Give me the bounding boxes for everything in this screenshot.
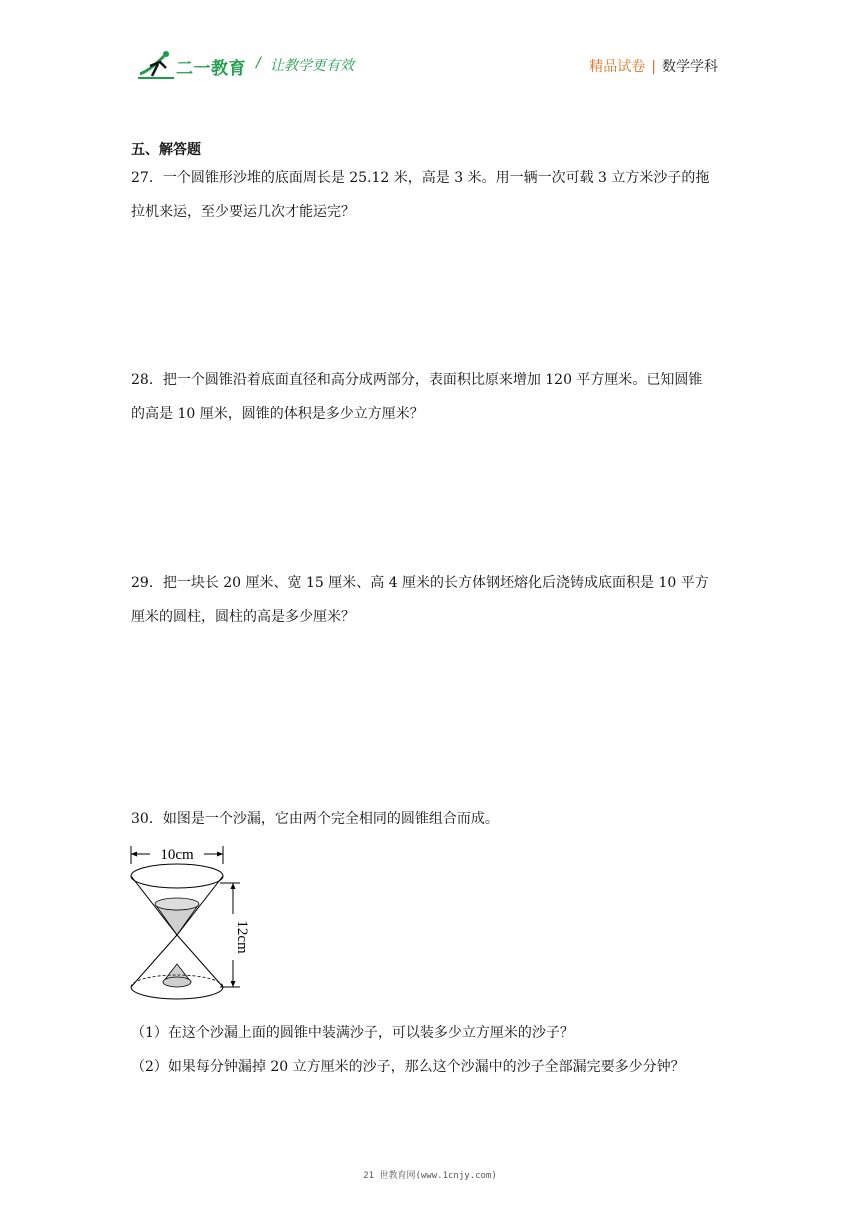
question-29-line-1: 29．把一块长 20 厘米、宽 15 厘米、高 4 厘米的长方体钢坯熔化后浇铸成底面积是 10 平方 [131,575,709,591]
page-footer: 21 世教育网(www.1cnjy.com) [363,1171,497,1181]
subquestion-2: （2）如果每分钟漏掉 20 立方厘米的沙子，那么这个沙漏中的沙子全部漏完要多少分钟？ [131,1059,685,1075]
question-28 [131,363,731,431]
question-27-line-2: 拉机来运，至少要运几次才能运完？ [131,204,355,220]
header-tag-subject: 数学学科 [662,59,718,75]
question-28-line-2: 的高是 10 厘米，圆锥的体积是多少立方厘米？ [131,406,424,422]
question-29 [131,566,731,634]
width-label: 10cm [160,847,194,863]
question-30 [131,802,731,836]
question-30-line-1: 30．如图是一个沙漏，它由两个完全相同的圆锥组合而成。 [131,811,499,827]
header-separator: | [651,59,656,75]
header-right [589,56,718,76]
page-header [0,0,860,100]
question-28-line-1: 28．把一个圆锥沿着底面直径和高分成两部分，表面积比原来增加 120 平方厘米。已知圆锥 [131,372,703,388]
logo-text: 二一教育 [176,59,246,79]
section-heading [131,140,731,160]
header-slash: / [256,55,261,71]
question-29-line-2: 厘米的圆柱，圆柱的高是多少厘米？ [131,609,355,625]
section-title: 五、解答题 [131,142,201,158]
question-27-line-1: 27．一个圆锥形沙堆的底面周长是 25.12 米，高是 3 米。用一辆一次可载 3 立方米沙子的拖 [131,170,710,186]
question-27 [131,161,731,229]
subquestion-1: （1）在这个沙漏上面的圆锥中装满沙子，可以装多少立方厘米的沙子？ [131,1025,574,1041]
header-tag-premium: 精品试卷 [589,59,646,75]
height-label: 12cm [234,920,250,954]
hourglass-figure [128,842,258,1008]
slogan: 让教学更有效 [270,58,354,74]
